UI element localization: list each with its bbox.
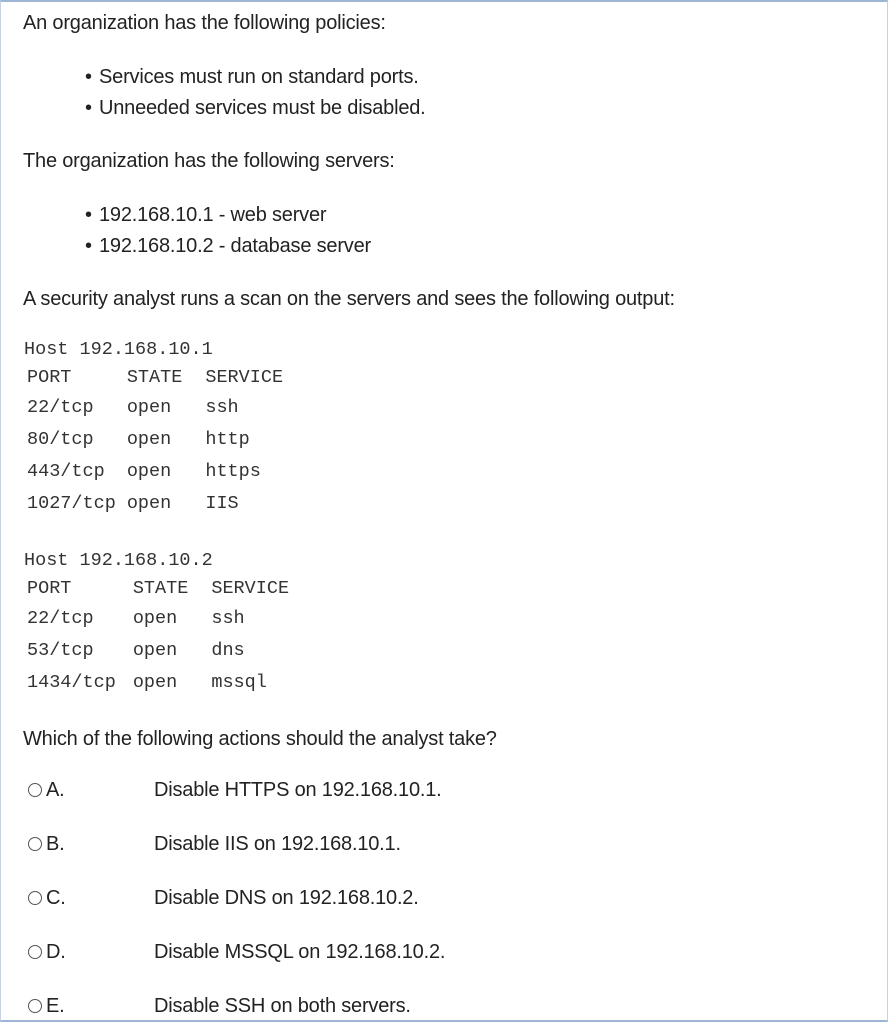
state-cell: open bbox=[132, 639, 178, 661]
answer-option-a[interactable] bbox=[28, 777, 442, 803]
column-header: SERVICE bbox=[205, 367, 284, 388]
table-row bbox=[24, 666, 303, 698]
server-item: • 192.168.10.1 - web server bbox=[85, 200, 371, 231]
state-cell: open bbox=[126, 492, 172, 514]
service-cell: IIS bbox=[205, 492, 239, 514]
port-cell: 22/tcp bbox=[27, 396, 94, 418]
state-cell: open bbox=[126, 460, 172, 482]
servers-intro-text: The organization has the following servers: bbox=[23, 150, 395, 172]
table-row bbox=[24, 602, 303, 634]
column-header: STATE bbox=[132, 578, 189, 599]
radio-button-a[interactable] bbox=[28, 783, 42, 797]
scan-table-header bbox=[24, 364, 297, 391]
scan-table-header bbox=[24, 575, 303, 602]
option-text: Disable SSH on both servers. bbox=[154, 994, 411, 1017]
state-cell: open bbox=[126, 428, 172, 450]
option-letter: C. bbox=[46, 886, 66, 909]
radio-button-c[interactable] bbox=[28, 891, 42, 905]
option-letter: A. bbox=[46, 778, 65, 801]
answer-option-d[interactable] bbox=[28, 939, 445, 965]
service-cell: https bbox=[205, 460, 261, 482]
server-item: • 192.168.10.2 - database server bbox=[85, 231, 371, 262]
radio-button-e[interactable] bbox=[28, 999, 42, 1013]
column-header: STATE bbox=[126, 367, 183, 388]
service-cell: ssh bbox=[211, 607, 245, 629]
intro-text: An organization has the following policies: bbox=[23, 12, 386, 34]
answer-option-e[interactable] bbox=[28, 993, 411, 1019]
policy-list bbox=[85, 62, 426, 124]
port-cell: 80/tcp bbox=[27, 428, 94, 450]
service-cell: mssql bbox=[211, 671, 267, 693]
state-cell: open bbox=[126, 396, 172, 418]
option-text: Disable IIS on 192.168.10.1. bbox=[154, 832, 401, 855]
table-row bbox=[24, 487, 297, 519]
option-letter: E. bbox=[46, 994, 65, 1017]
column-header: PORT bbox=[27, 578, 72, 599]
radio-button-b[interactable] bbox=[28, 837, 42, 851]
table-row bbox=[24, 391, 297, 423]
option-text: Disable DNS on 192.168.10.2. bbox=[154, 886, 419, 909]
service-cell: http bbox=[205, 428, 250, 450]
port-cell: 1027/tcp bbox=[27, 492, 116, 514]
port-cell: 1434/tcp bbox=[27, 671, 116, 693]
service-cell: ssh bbox=[205, 396, 239, 418]
port-cell: 22/tcp bbox=[27, 607, 94, 629]
port-cell: 443/tcp bbox=[27, 460, 105, 482]
table-row bbox=[24, 455, 297, 487]
state-cell: open bbox=[132, 607, 178, 629]
option-letter: D. bbox=[46, 940, 66, 963]
scan-table bbox=[24, 575, 303, 698]
answer-option-b[interactable] bbox=[28, 831, 401, 857]
option-letter: B. bbox=[46, 832, 65, 855]
server-list bbox=[85, 200, 371, 262]
scan-host-title: Host 192.168.10.2 bbox=[24, 550, 213, 571]
table-row bbox=[24, 634, 303, 666]
scan-intro-text: A security analyst runs a scan on the servers and sees the following output: bbox=[23, 288, 675, 310]
radio-button-d[interactable] bbox=[28, 945, 42, 959]
state-cell: open bbox=[132, 671, 178, 693]
answer-option-c[interactable] bbox=[28, 885, 419, 911]
option-text: Disable MSSQL on 192.168.10.2. bbox=[154, 940, 446, 963]
option-text: Disable HTTPS on 192.168.10.1. bbox=[154, 778, 442, 801]
policy-item: • Unneeded services must be disabled. bbox=[85, 93, 426, 124]
table-row bbox=[24, 423, 297, 455]
policy-item: • Services must run on standard ports. bbox=[85, 62, 426, 93]
scan-host-title: Host 192.168.10.1 bbox=[24, 339, 213, 360]
question-text: Which of the following actions should the analyst take? bbox=[23, 728, 497, 750]
port-cell: 53/tcp bbox=[27, 639, 94, 661]
column-header: PORT bbox=[27, 367, 72, 388]
column-header: SERVICE bbox=[211, 578, 290, 599]
service-cell: dns bbox=[211, 639, 245, 661]
scan-table bbox=[24, 364, 297, 519]
